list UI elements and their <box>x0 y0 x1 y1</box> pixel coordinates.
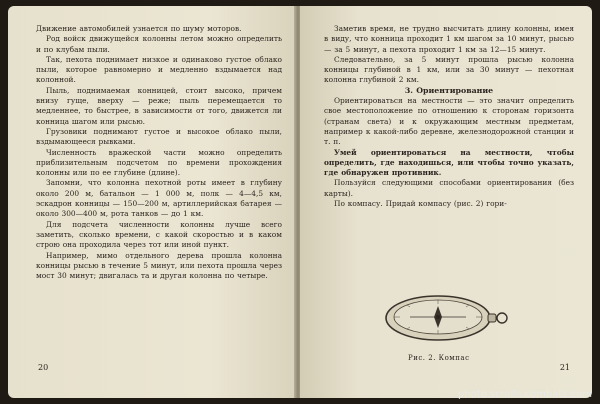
left-page-text <box>36 24 282 281</box>
paragraph: Для подсчета численности колонны лучше всего заметить, сколько времени, с какой скоростью и в каком строю она проходила через тот или иной пункт. <box>36 219 282 250</box>
paragraph: Так, пехота поднимает низкое и одинаково густое облако пыли, которое равномерно и медленно вздымается над колонной. <box>36 54 282 85</box>
right-page-text <box>324 24 574 209</box>
paragraph: Движение автомобилей узнается по шуму моторов. <box>36 24 242 33</box>
paragraph: Например, мимо отдельного дерева прошла колонна конницы рысью в течение 5 минут, или пехота прошла через мост 30 минут; двигалась та и другая колонна по четыре. <box>36 250 282 281</box>
paragraph: Следовательно, за 5 минут прошла рысью колонна конницы глубиной в 1 км, или за 30 минут — пехотная колонна глубиной 2 км. <box>324 54 574 85</box>
paragraph: Грузовики поднимают густое и высокое облако пыли, вздымающееся рывками. <box>36 126 282 147</box>
page-number-left: 20 <box>38 363 49 372</box>
paragraph: Род войск движущейся колонны летом можно определить и по клубам пыли. <box>36 34 282 54</box>
paragraph: Заметив время, не трудно высчитать длину колонны, имея в виду, что конница проходит 1 км шагом за 10 минут, рысью — за 5 минут, а пехота проходит 1 км за 12—15 минут. <box>324 24 574 54</box>
paragraph: Запомни, что колонна пехотной роты имеет в глубину около 200 м, батальон — 1 000 м, полк — 4—4,5 км, эскадрон конницы — 150—200 м, артиллерийская батарея — около 300—400 м, рота танков — до 1 км. <box>36 178 282 219</box>
section-heading: 3. Ориентирование <box>404 85 494 95</box>
right-page <box>300 6 592 398</box>
left-page <box>8 6 296 398</box>
bold-paragraph: Умей ориентироваться на местности, чтобы определить, где находишься, или чтобы точно указать, где обнаружен противник. <box>324 147 574 178</box>
figure-caption: Рис. 2. Компас <box>408 354 470 362</box>
compass-illustration <box>380 284 510 346</box>
watermark: photo.scrolls.combats.com <box>457 389 592 400</box>
paragraph: Ориентироваться на местности — это значит определить свое местоположение по отношению к сторонам горизонта (странам света) и к окружающим местным предметам, например к какой-либо деревне, железнодорожной станции и т. п. <box>324 96 574 147</box>
paragraph: Пользуйся следующими способами ориентирования (без карты). <box>324 178 574 198</box>
paragraph: Пыль, поднимаемая конницей, стоит высоко, причем внизу гуще, вверху — реже; пыль перемещается то медленнее, то быстрее, в зависимости от того, движется ли конница шагом или рысью. <box>36 85 282 126</box>
paragraph: По компасу. Придай компасу (рис. 2) гори- <box>334 199 507 209</box>
paragraph: Численность вражеской части можно определить приблизительным подсчетом по времени прохождения колонны или по ее глубине (длине). <box>36 147 282 178</box>
page-number-right: 21 <box>559 363 570 372</box>
